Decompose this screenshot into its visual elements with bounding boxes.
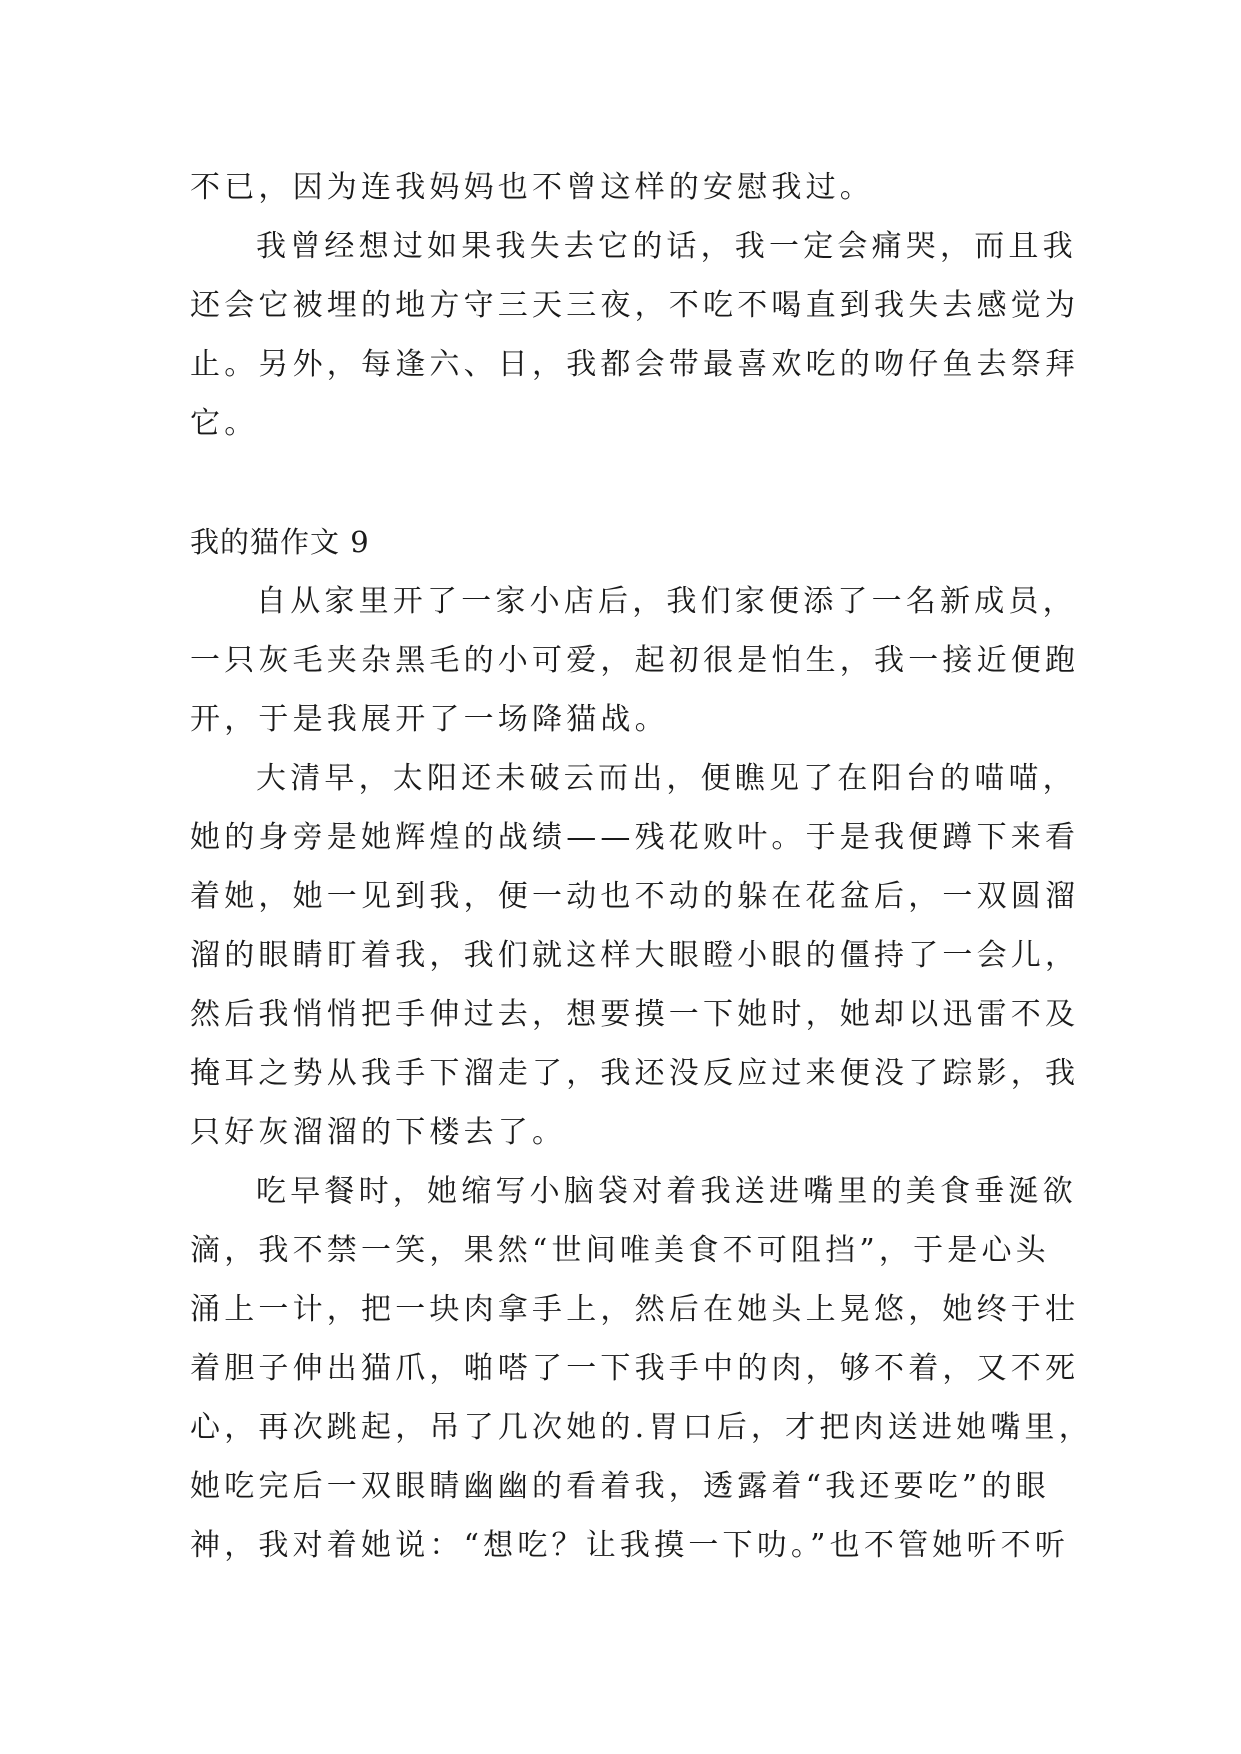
text-line: 着胆子伸出猫爪，啪嗒了一下我手中的肉，够不着，又不死 (190, 1351, 1080, 1386)
text-line: 掩耳之势从我手下溜走了，我还没反应过来便没了踪影，我 (190, 1056, 1080, 1091)
body-text (190, 158, 1093, 1575)
text-line: 然后我悄悄把手伸过去，想要摸一下她时，她却以迅雷不及 (190, 997, 1080, 1032)
paragraph-memorial (190, 217, 1080, 453)
section-spacer (190, 453, 1052, 512)
text-line: 自从家里开了一家小店后，我们家便添了一名新成员， (256, 584, 1077, 619)
section-heading: 我的猫作文 9 (190, 525, 370, 559)
text-line: 大清早，太阳还未破云而出，便瞧见了在阳台的喵喵， (256, 761, 1077, 796)
text-line: 着她，她一见到我，便一动也不动的躲在花盆后，一双圆溜 (190, 879, 1080, 914)
text-line: 只好灰溜溜的下楼去了。 (190, 1115, 567, 1150)
text-line: 不已，因为连我妈妈也不曾这样的安慰我过。 (190, 170, 874, 205)
continuation-paragraph (190, 158, 1052, 217)
text-line: 涌上一计，把一块肉拿手上，然后在她头上晃悠，她终于壮 (190, 1292, 1080, 1327)
paragraph-breakfast (190, 1162, 1093, 1575)
text-line: 溜的眼睛盯着我，我们就这样大眼瞪小眼的僵持了一会儿， (190, 938, 1080, 973)
paragraph-morning (190, 749, 1080, 1162)
text-line: 神，我对着她说：“想吃？让我摸一下叻。”也不管她听不听 (190, 1528, 1070, 1563)
text-line: 心，再次跳起，吊了几次她的.胃口后，才把肉送进她嘴里， (190, 1410, 1093, 1445)
text-line: 它。 (190, 406, 259, 441)
paragraph-intro (190, 572, 1080, 749)
text-line: 滴，我不禁一笑，果然“世间唯美食不可阻挡”，于是心头 (190, 1233, 1050, 1268)
text-line: 止。另外，每逢六、日，我都会带最喜欢吃的吻仔鱼去祭拜 (190, 347, 1080, 382)
text-line: 一只灰毛夹杂黑毛的小可爱，起初很是怕生，我一接近便跑 (190, 643, 1080, 678)
text-line: 我曾经想过如果我失去它的话，我一定会痛哭，而且我 (256, 229, 1077, 264)
text-line: 开，于是我展开了一场降猫战。 (190, 702, 669, 737)
text-line: 吃早餐时，她缩写小脑袋对着我送进嘴里的美食垂涎欲 (256, 1174, 1077, 1209)
text-line: 她的身旁是她辉煌的战绩——残花败叶。于是我便蹲下来看 (190, 820, 1080, 855)
text-line: 还会它被埋的地方守三天三夜，不吃不喝直到我失去感觉为 (190, 288, 1080, 323)
text-line: 她吃完后一双眼睛幽幽的看着我，透露着“我还要吃”的眼 (190, 1469, 1050, 1504)
